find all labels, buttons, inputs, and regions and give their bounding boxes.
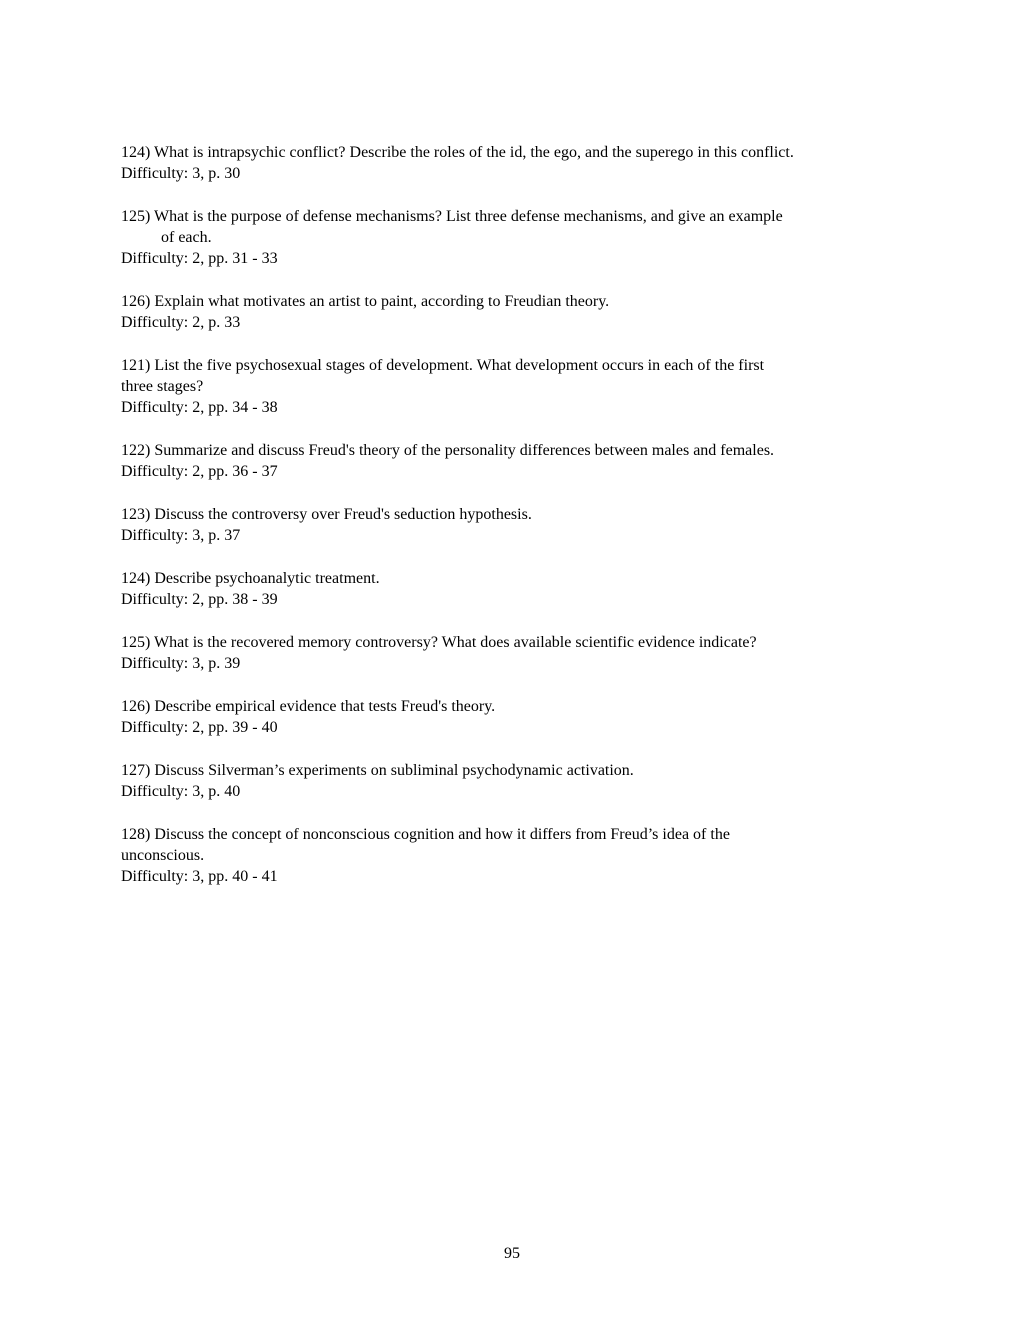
question-item xyxy=(121,824,911,887)
question-item xyxy=(121,206,911,269)
question-item xyxy=(121,142,911,184)
question-item xyxy=(121,440,911,482)
question-item xyxy=(121,632,911,674)
difficulty-note: Difficulty: 2, pp. 38 - 39 xyxy=(121,591,278,608)
difficulty-note: Difficulty: 3, p. 37 xyxy=(121,527,241,544)
difficulty-note: Difficulty: 2, p. 33 xyxy=(121,314,241,331)
question-text: 123) Discuss the controversy over Freud's seduction hypothesis. xyxy=(121,506,532,523)
question-item xyxy=(121,696,911,738)
question-item xyxy=(121,291,911,333)
question-text: 121) List the five psychosexual stages of development. What development occurs in each of the first xyxy=(121,357,765,374)
difficulty-note: Difficulty: 3, p. 39 xyxy=(121,655,241,672)
question-text: 124) What is intrapsychic conflict? Describe the roles of the id, the ego, and the superego in this conflict. xyxy=(121,144,794,161)
difficulty-note: Difficulty: 2, pp. 36 - 37 xyxy=(121,463,278,480)
question-item xyxy=(121,760,911,802)
question-text: 126) Explain what motivates an artist to paint, according to Freudian theory. xyxy=(121,293,610,310)
question-text-continuation: three stages? xyxy=(121,378,204,395)
essay-questions-list xyxy=(121,142,911,909)
question-text: 122) Summarize and discuss Freud's theory of the personality differences between males and females. xyxy=(121,442,775,459)
difficulty-note: Difficulty: 2, pp. 39 - 40 xyxy=(121,719,278,736)
difficulty-note: Difficulty: 2, pp. 34 - 38 xyxy=(121,399,278,416)
difficulty-note: Difficulty: 3, p. 40 xyxy=(121,783,241,800)
question-text-continuation: unconscious. xyxy=(121,847,205,864)
question-text: 124) Describe psychoanalytic treatment. xyxy=(121,570,380,587)
question-text: 127) Discuss Silverman’s experiments on subliminal psychodynamic activation. xyxy=(121,762,634,779)
difficulty-note: Difficulty: 3, p. 30 xyxy=(121,165,241,182)
question-text: 125) What is the recovered memory controversy? What does available scientific evidence indicate? xyxy=(121,634,757,651)
question-text: 125) What is the purpose of defense mechanisms? List three defense mechanisms, and give an example xyxy=(121,208,783,225)
difficulty-note: Difficulty: 2, pp. 31 - 33 xyxy=(121,250,278,267)
question-text: 128) Discuss the concept of nonconscious cognition and how it differs from Freud’s idea of the xyxy=(121,826,730,843)
question-item xyxy=(121,355,911,418)
question-text-continuation: of each. xyxy=(161,229,212,246)
page-number: 95 xyxy=(504,1245,520,1262)
question-item xyxy=(121,568,911,610)
question-text: 126) Describe empirical evidence that tests Freud's theory. xyxy=(121,698,496,715)
question-item xyxy=(121,504,911,546)
difficulty-note: Difficulty: 3, pp. 40 - 41 xyxy=(121,868,278,885)
